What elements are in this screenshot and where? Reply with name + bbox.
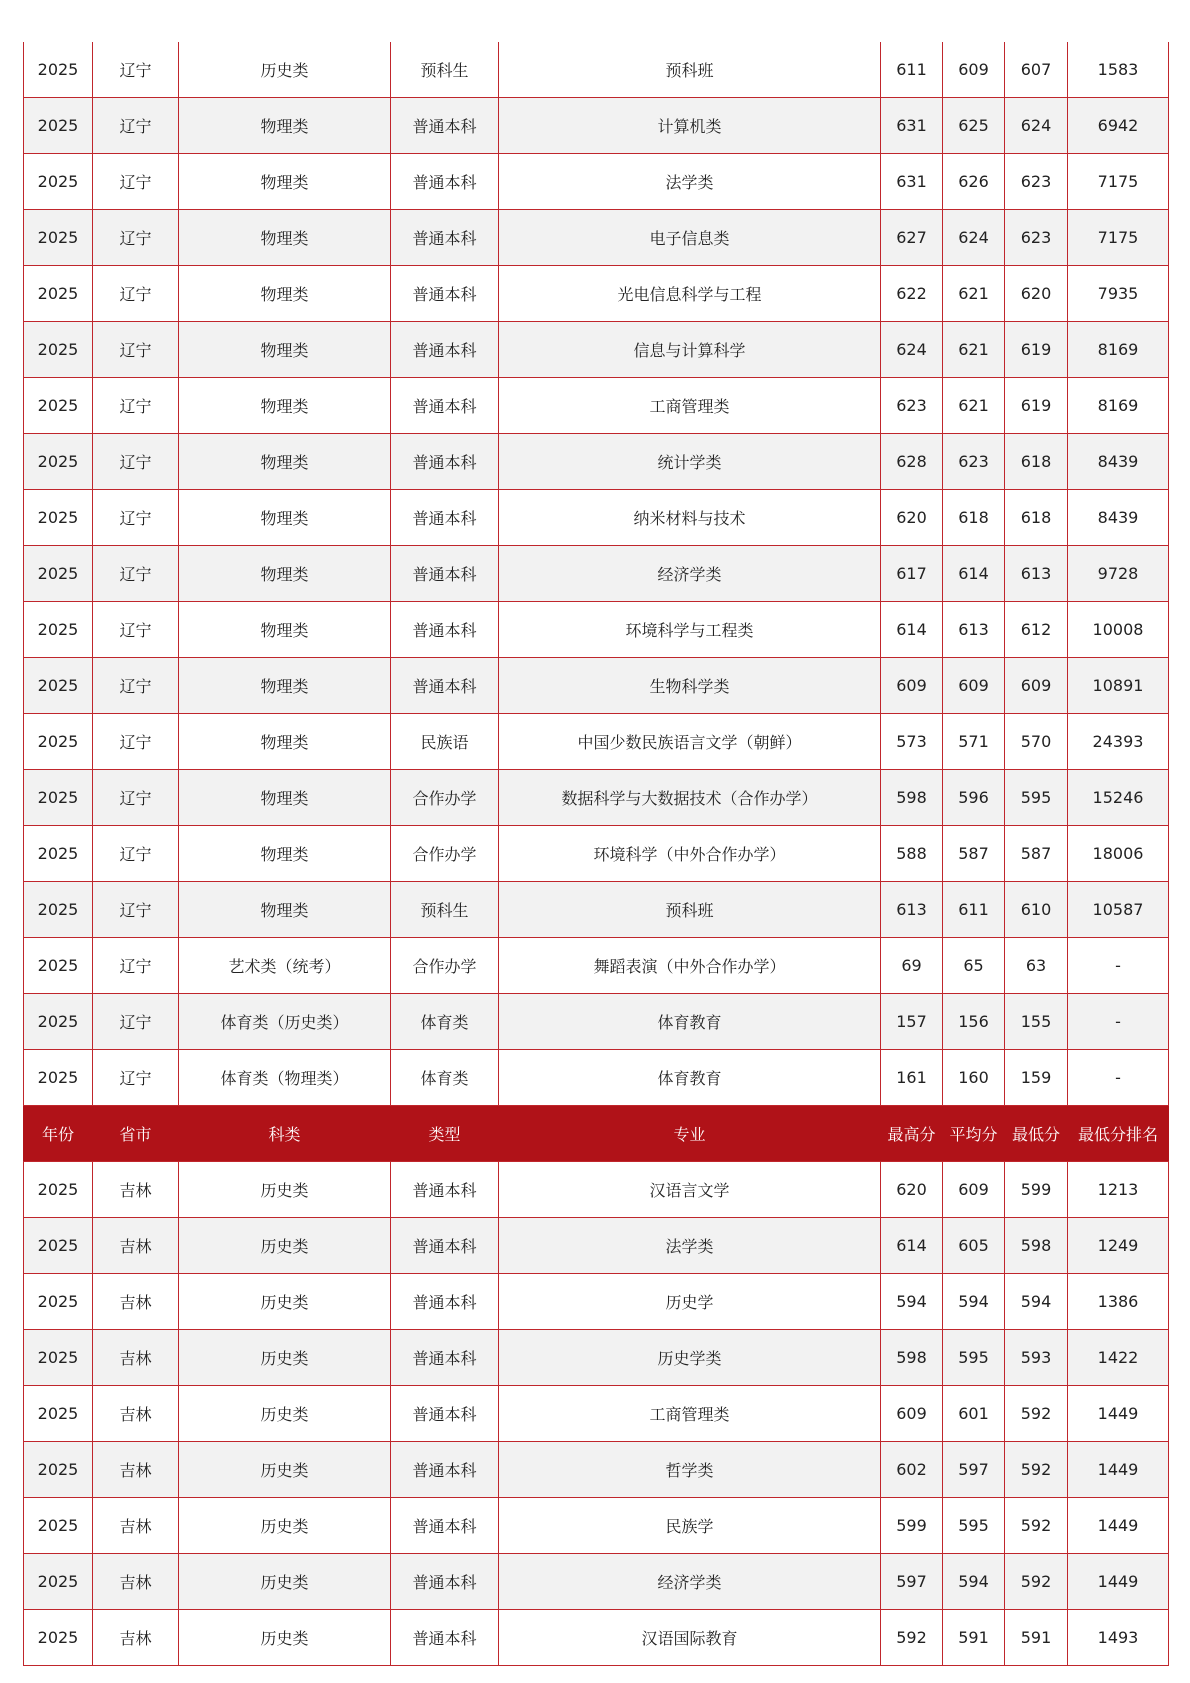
province-cell: 辽宁 <box>93 210 179 266</box>
max-score-cell: 597 <box>881 1554 943 1610</box>
min-score-cell: 593 <box>1005 1330 1068 1386</box>
min-score-rank-cell: 1449 <box>1068 1554 1169 1610</box>
major-cell: 哲学类 <box>499 1442 881 1498</box>
table-row <box>24 1554 1169 1610</box>
min-score-cell: 155 <box>1005 994 1068 1050</box>
subject-category-cell: 物理类 <box>179 770 391 826</box>
admission-type-cell: 普通本科 <box>391 602 499 658</box>
admission-type-cell: 普通本科 <box>391 266 499 322</box>
province-cell: 吉林 <box>93 1274 179 1330</box>
year-cell: 2025 <box>24 1274 93 1330</box>
admission-type-cell: 普通本科 <box>391 1218 499 1274</box>
subject-category-cell: 物理类 <box>179 434 391 490</box>
year-cell: 2025 <box>24 210 93 266</box>
province-cell: 辽宁 <box>93 322 179 378</box>
major-cell: 纳米材料与技术 <box>499 490 881 546</box>
min-score-rank-cell: 10891 <box>1068 658 1169 714</box>
year-cell: 2025 <box>24 1050 93 1106</box>
average-score-cell: 618 <box>943 490 1005 546</box>
max-score-cell: 614 <box>881 602 943 658</box>
max-score-cell: 614 <box>881 1218 943 1274</box>
max-score-header: 最高分 <box>881 1106 943 1162</box>
min-score-rank-cell: - <box>1068 938 1169 994</box>
table-row <box>24 1218 1169 1274</box>
province-cell: 辽宁 <box>93 770 179 826</box>
table-row <box>24 210 1169 266</box>
min-score-cell: 619 <box>1005 378 1068 434</box>
admission-type-cell: 预科生 <box>391 42 499 98</box>
table-row <box>24 1386 1169 1442</box>
average-score-cell: 594 <box>943 1554 1005 1610</box>
max-score-cell: 598 <box>881 770 943 826</box>
year-cell: 2025 <box>24 994 93 1050</box>
admission-type-cell: 普通本科 <box>391 210 499 266</box>
min-score-rank-cell: - <box>1068 994 1169 1050</box>
average-score-cell: 609 <box>943 1162 1005 1218</box>
min-score-cell: 594 <box>1005 1274 1068 1330</box>
min-score-cell: 159 <box>1005 1050 1068 1106</box>
major-cell: 光电信息科学与工程 <box>499 266 881 322</box>
year-cell: 2025 <box>24 1330 93 1386</box>
year-cell: 2025 <box>24 154 93 210</box>
subject-category-cell: 历史类 <box>179 1610 391 1666</box>
min-score-cell: 620 <box>1005 266 1068 322</box>
year-cell: 2025 <box>24 938 93 994</box>
province-cell: 辽宁 <box>93 434 179 490</box>
min-score-rank-header: 最低分排名 <box>1068 1106 1169 1162</box>
major-cell: 民族学 <box>499 1498 881 1554</box>
min-score-cell: 618 <box>1005 490 1068 546</box>
min-score-rank-cell: 8439 <box>1068 434 1169 490</box>
min-score-cell: 595 <box>1005 770 1068 826</box>
average-score-cell: 594 <box>943 1274 1005 1330</box>
max-score-cell: 624 <box>881 322 943 378</box>
min-score-rank-cell: 1422 <box>1068 1330 1169 1386</box>
major-cell: 预科班 <box>499 882 881 938</box>
province-cell: 辽宁 <box>93 826 179 882</box>
admission-type-cell: 普通本科 <box>391 1330 499 1386</box>
max-score-cell: 609 <box>881 1386 943 1442</box>
year-cell: 2025 <box>24 602 93 658</box>
year-cell: 2025 <box>24 546 93 602</box>
table-row <box>24 1050 1169 1106</box>
admission-type-cell: 合作办学 <box>391 938 499 994</box>
max-score-cell: 622 <box>881 266 943 322</box>
table-row <box>24 490 1169 546</box>
major-cell: 经济学类 <box>499 1554 881 1610</box>
major-cell: 历史学类 <box>499 1330 881 1386</box>
major-cell: 数据科学与大数据技术（合作办学） <box>499 770 881 826</box>
major-cell: 工商管理类 <box>499 1386 881 1442</box>
subject-category-cell: 艺术类（统考） <box>179 938 391 994</box>
average-score-cell: 625 <box>943 98 1005 154</box>
province-cell: 吉林 <box>93 1330 179 1386</box>
subject-category-cell: 物理类 <box>179 378 391 434</box>
min-score-cell: 592 <box>1005 1498 1068 1554</box>
year-cell: 2025 <box>24 1610 93 1666</box>
province-cell: 辽宁 <box>93 98 179 154</box>
min-score-cell: 624 <box>1005 98 1068 154</box>
year-cell: 2025 <box>24 882 93 938</box>
province-cell: 辽宁 <box>93 714 179 770</box>
year-cell: 2025 <box>24 490 93 546</box>
year-cell: 2025 <box>24 1442 93 1498</box>
min-score-cell: 598 <box>1005 1218 1068 1274</box>
average-score-cell: 614 <box>943 546 1005 602</box>
min-score-cell: 591 <box>1005 1610 1068 1666</box>
min-score-rank-cell: 7935 <box>1068 266 1169 322</box>
year-cell: 2025 <box>24 434 93 490</box>
table-row <box>24 378 1169 434</box>
province-cell: 吉林 <box>93 1386 179 1442</box>
min-score-rank-cell: 7175 <box>1068 210 1169 266</box>
year-cell: 2025 <box>24 266 93 322</box>
max-score-cell: 609 <box>881 658 943 714</box>
major-cell: 舞蹈表演（中外合作办学） <box>499 938 881 994</box>
average-score-cell: 613 <box>943 602 1005 658</box>
min-score-cell: 619 <box>1005 322 1068 378</box>
min-score-cell: 623 <box>1005 154 1068 210</box>
major-cell: 统计学类 <box>499 434 881 490</box>
admission-scores-table <box>23 42 1169 1666</box>
admission-type-cell: 普通本科 <box>391 434 499 490</box>
table-row <box>24 1610 1169 1666</box>
max-score-cell: 69 <box>881 938 943 994</box>
table-row <box>24 938 1169 994</box>
max-score-cell: 157 <box>881 994 943 1050</box>
min-score-rank-cell: 1213 <box>1068 1162 1169 1218</box>
min-score-rank-cell: 7175 <box>1068 154 1169 210</box>
admission-type-cell: 普通本科 <box>391 154 499 210</box>
subject-category-cell: 物理类 <box>179 546 391 602</box>
province-cell: 吉林 <box>93 1162 179 1218</box>
min-score-rank-cell: 1449 <box>1068 1386 1169 1442</box>
max-score-cell: 631 <box>881 154 943 210</box>
average-score-cell: 611 <box>943 882 1005 938</box>
min-score-cell: 570 <box>1005 714 1068 770</box>
max-score-cell: 631 <box>881 98 943 154</box>
major-cell: 法学类 <box>499 1218 881 1274</box>
admission-type-cell: 普通本科 <box>391 322 499 378</box>
year-cell: 2025 <box>24 714 93 770</box>
subject-category-cell: 物理类 <box>179 98 391 154</box>
subject-category-cell: 历史类 <box>179 1554 391 1610</box>
subject-category-cell: 物理类 <box>179 658 391 714</box>
average-score-cell: 621 <box>943 266 1005 322</box>
table-header-row <box>24 1106 1169 1162</box>
min-score-rank-cell: - <box>1068 1050 1169 1106</box>
min-score-cell: 592 <box>1005 1442 1068 1498</box>
admission-type-cell: 普通本科 <box>391 1498 499 1554</box>
table-row <box>24 1274 1169 1330</box>
province-cell: 辽宁 <box>93 266 179 322</box>
min-score-cell: 623 <box>1005 210 1068 266</box>
min-score-rank-cell: 1449 <box>1068 1498 1169 1554</box>
subject-category-cell: 体育类（历史类） <box>179 994 391 1050</box>
table-body <box>24 42 1169 1666</box>
table-row <box>24 1330 1169 1386</box>
average-score-cell: 609 <box>943 658 1005 714</box>
table-row <box>24 1442 1169 1498</box>
admission-type-cell: 普通本科 <box>391 1162 499 1218</box>
subject-category-cell: 物理类 <box>179 882 391 938</box>
admission-type-cell: 普通本科 <box>391 1386 499 1442</box>
table-row <box>24 1162 1169 1218</box>
min-score-header: 最低分 <box>1005 1106 1068 1162</box>
min-score-rank-cell: 6942 <box>1068 98 1169 154</box>
year-cell: 2025 <box>24 658 93 714</box>
average-score-cell: 597 <box>943 1442 1005 1498</box>
average-score-cell: 621 <box>943 378 1005 434</box>
province-cell: 辽宁 <box>93 1050 179 1106</box>
major-cell: 法学类 <box>499 154 881 210</box>
subject-category-cell: 历史类 <box>179 1498 391 1554</box>
min-score-cell: 609 <box>1005 658 1068 714</box>
subject-category-cell: 历史类 <box>179 1442 391 1498</box>
table-row <box>24 882 1169 938</box>
province-cell: 吉林 <box>93 1218 179 1274</box>
admission-type-cell: 普通本科 <box>391 1442 499 1498</box>
table-row <box>24 770 1169 826</box>
max-score-cell: 627 <box>881 210 943 266</box>
admission-type-cell: 合作办学 <box>391 770 499 826</box>
major-cell: 经济学类 <box>499 546 881 602</box>
major-cell: 体育教育 <box>499 994 881 1050</box>
max-score-cell: 628 <box>881 434 943 490</box>
province-cell: 辽宁 <box>93 938 179 994</box>
min-score-rank-cell: 8169 <box>1068 322 1169 378</box>
min-score-rank-cell: 10587 <box>1068 882 1169 938</box>
province-cell: 吉林 <box>93 1610 179 1666</box>
major-cell: 中国少数民族语言文学（朝鲜） <box>499 714 881 770</box>
min-score-cell: 592 <box>1005 1386 1068 1442</box>
min-score-cell: 587 <box>1005 826 1068 882</box>
subject-category-header: 科类 <box>179 1106 391 1162</box>
table-row <box>24 154 1169 210</box>
average-score-cell: 601 <box>943 1386 1005 1442</box>
subject-category-cell: 物理类 <box>179 490 391 546</box>
min-score-rank-cell: 1449 <box>1068 1442 1169 1498</box>
max-score-cell: 617 <box>881 546 943 602</box>
max-score-cell: 599 <box>881 1498 943 1554</box>
subject-category-cell: 物理类 <box>179 210 391 266</box>
table-row <box>24 434 1169 490</box>
admission-type-cell: 合作办学 <box>391 826 499 882</box>
admission-type-cell: 普通本科 <box>391 490 499 546</box>
subject-category-cell: 物理类 <box>179 826 391 882</box>
province-cell: 辽宁 <box>93 602 179 658</box>
average-score-cell: 626 <box>943 154 1005 210</box>
admission-type-cell: 体育类 <box>391 1050 499 1106</box>
admission-type-cell: 体育类 <box>391 994 499 1050</box>
province-cell: 辽宁 <box>93 994 179 1050</box>
year-cell: 2025 <box>24 826 93 882</box>
admission-type-cell: 普通本科 <box>391 378 499 434</box>
average-score-cell: 595 <box>943 1498 1005 1554</box>
subject-category-cell: 历史类 <box>179 42 391 98</box>
subject-category-cell: 物理类 <box>179 322 391 378</box>
admission-type-cell: 普通本科 <box>391 98 499 154</box>
max-score-cell: 161 <box>881 1050 943 1106</box>
max-score-cell: 598 <box>881 1330 943 1386</box>
year-cell: 2025 <box>24 1218 93 1274</box>
subject-category-cell: 历史类 <box>179 1386 391 1442</box>
year-cell: 2025 <box>24 770 93 826</box>
average-score-cell: 609 <box>943 42 1005 98</box>
subject-category-cell: 物理类 <box>179 154 391 210</box>
max-score-cell: 602 <box>881 1442 943 1498</box>
admission-type-cell: 民族语 <box>391 714 499 770</box>
province-cell: 辽宁 <box>93 658 179 714</box>
max-score-cell: 588 <box>881 826 943 882</box>
province-cell: 吉林 <box>93 1442 179 1498</box>
average-score-header: 平均分 <box>943 1106 1005 1162</box>
province-cell: 辽宁 <box>93 546 179 602</box>
min-score-rank-cell: 15246 <box>1068 770 1169 826</box>
major-cell: 汉语国际教育 <box>499 1610 881 1666</box>
major-cell: 预科班 <box>499 42 881 98</box>
admission-type-cell: 普通本科 <box>391 1554 499 1610</box>
average-score-cell: 623 <box>943 434 1005 490</box>
year-cell: 2025 <box>24 42 93 98</box>
subject-category-cell: 历史类 <box>179 1218 391 1274</box>
year-cell: 2025 <box>24 1498 93 1554</box>
admission-type-cell: 普通本科 <box>391 658 499 714</box>
max-score-cell: 592 <box>881 1610 943 1666</box>
max-score-cell: 623 <box>881 378 943 434</box>
table-row <box>24 1498 1169 1554</box>
province-cell: 辽宁 <box>93 882 179 938</box>
min-score-rank-cell: 1583 <box>1068 42 1169 98</box>
table-row <box>24 322 1169 378</box>
major-cell: 历史学 <box>499 1274 881 1330</box>
major-cell: 信息与计算科学 <box>499 322 881 378</box>
major-cell: 计算机类 <box>499 98 881 154</box>
table-row <box>24 714 1169 770</box>
table-row <box>24 42 1169 98</box>
subject-category-cell: 历史类 <box>179 1162 391 1218</box>
admission-type-cell: 普通本科 <box>391 1610 499 1666</box>
year-cell: 2025 <box>24 322 93 378</box>
table-row <box>24 98 1169 154</box>
subject-category-cell: 历史类 <box>179 1330 391 1386</box>
table-row <box>24 994 1169 1050</box>
major-cell: 生物科学类 <box>499 658 881 714</box>
major-cell: 工商管理类 <box>499 378 881 434</box>
table-row <box>24 546 1169 602</box>
min-score-rank-cell: 1386 <box>1068 1274 1169 1330</box>
table-row <box>24 658 1169 714</box>
admission-type-cell: 普通本科 <box>391 546 499 602</box>
subject-category-cell: 物理类 <box>179 602 391 658</box>
min-score-cell: 613 <box>1005 546 1068 602</box>
average-score-cell: 624 <box>943 210 1005 266</box>
average-score-cell: 605 <box>943 1218 1005 1274</box>
min-score-cell: 610 <box>1005 882 1068 938</box>
year-cell: 2025 <box>24 1554 93 1610</box>
major-cell: 汉语言文学 <box>499 1162 881 1218</box>
admission-type-cell: 预科生 <box>391 882 499 938</box>
subject-category-cell: 历史类 <box>179 1274 391 1330</box>
average-score-cell: 595 <box>943 1330 1005 1386</box>
major-cell: 体育教育 <box>499 1050 881 1106</box>
year-cell: 2025 <box>24 1162 93 1218</box>
province-cell: 吉林 <box>93 1498 179 1554</box>
min-score-cell: 607 <box>1005 42 1068 98</box>
admission-type-header: 类型 <box>391 1106 499 1162</box>
average-score-cell: 596 <box>943 770 1005 826</box>
year-cell: 2025 <box>24 378 93 434</box>
min-score-rank-cell: 1493 <box>1068 1610 1169 1666</box>
min-score-rank-cell: 1249 <box>1068 1218 1169 1274</box>
min-score-rank-cell: 24393 <box>1068 714 1169 770</box>
province-cell: 辽宁 <box>93 42 179 98</box>
province-cell: 辽宁 <box>93 490 179 546</box>
subject-category-cell: 体育类（物理类） <box>179 1050 391 1106</box>
min-score-cell: 599 <box>1005 1162 1068 1218</box>
major-cell: 电子信息类 <box>499 210 881 266</box>
min-score-rank-cell: 18006 <box>1068 826 1169 882</box>
average-score-cell: 156 <box>943 994 1005 1050</box>
min-score-cell: 618 <box>1005 434 1068 490</box>
min-score-cell: 63 <box>1005 938 1068 994</box>
province-cell: 辽宁 <box>93 378 179 434</box>
year-cell: 2025 <box>24 98 93 154</box>
table-row <box>24 602 1169 658</box>
year-header: 年份 <box>24 1106 93 1162</box>
admission-scores-table-container <box>23 42 1168 1666</box>
average-score-cell: 571 <box>943 714 1005 770</box>
major-cell: 环境科学与工程类 <box>499 602 881 658</box>
table-row <box>24 826 1169 882</box>
average-score-cell: 621 <box>943 322 1005 378</box>
major-cell: 环境科学（中外合作办学） <box>499 826 881 882</box>
major-header: 专业 <box>499 1106 881 1162</box>
max-score-cell: 620 <box>881 490 943 546</box>
average-score-cell: 587 <box>943 826 1005 882</box>
max-score-cell: 594 <box>881 1274 943 1330</box>
max-score-cell: 620 <box>881 1162 943 1218</box>
subject-category-cell: 物理类 <box>179 266 391 322</box>
min-score-rank-cell: 9728 <box>1068 546 1169 602</box>
province-cell: 吉林 <box>93 1554 179 1610</box>
average-score-cell: 591 <box>943 1610 1005 1666</box>
year-cell: 2025 <box>24 1386 93 1442</box>
average-score-cell: 160 <box>943 1050 1005 1106</box>
min-score-cell: 612 <box>1005 602 1068 658</box>
min-score-cell: 592 <box>1005 1554 1068 1610</box>
admission-type-cell: 普通本科 <box>391 1274 499 1330</box>
subject-category-cell: 物理类 <box>179 714 391 770</box>
average-score-cell: 65 <box>943 938 1005 994</box>
table-row <box>24 266 1169 322</box>
min-score-rank-cell: 10008 <box>1068 602 1169 658</box>
max-score-cell: 611 <box>881 42 943 98</box>
min-score-rank-cell: 8439 <box>1068 490 1169 546</box>
min-score-rank-cell: 8169 <box>1068 378 1169 434</box>
province-cell: 辽宁 <box>93 154 179 210</box>
max-score-cell: 613 <box>881 882 943 938</box>
max-score-cell: 573 <box>881 714 943 770</box>
province-header: 省市 <box>93 1106 179 1162</box>
